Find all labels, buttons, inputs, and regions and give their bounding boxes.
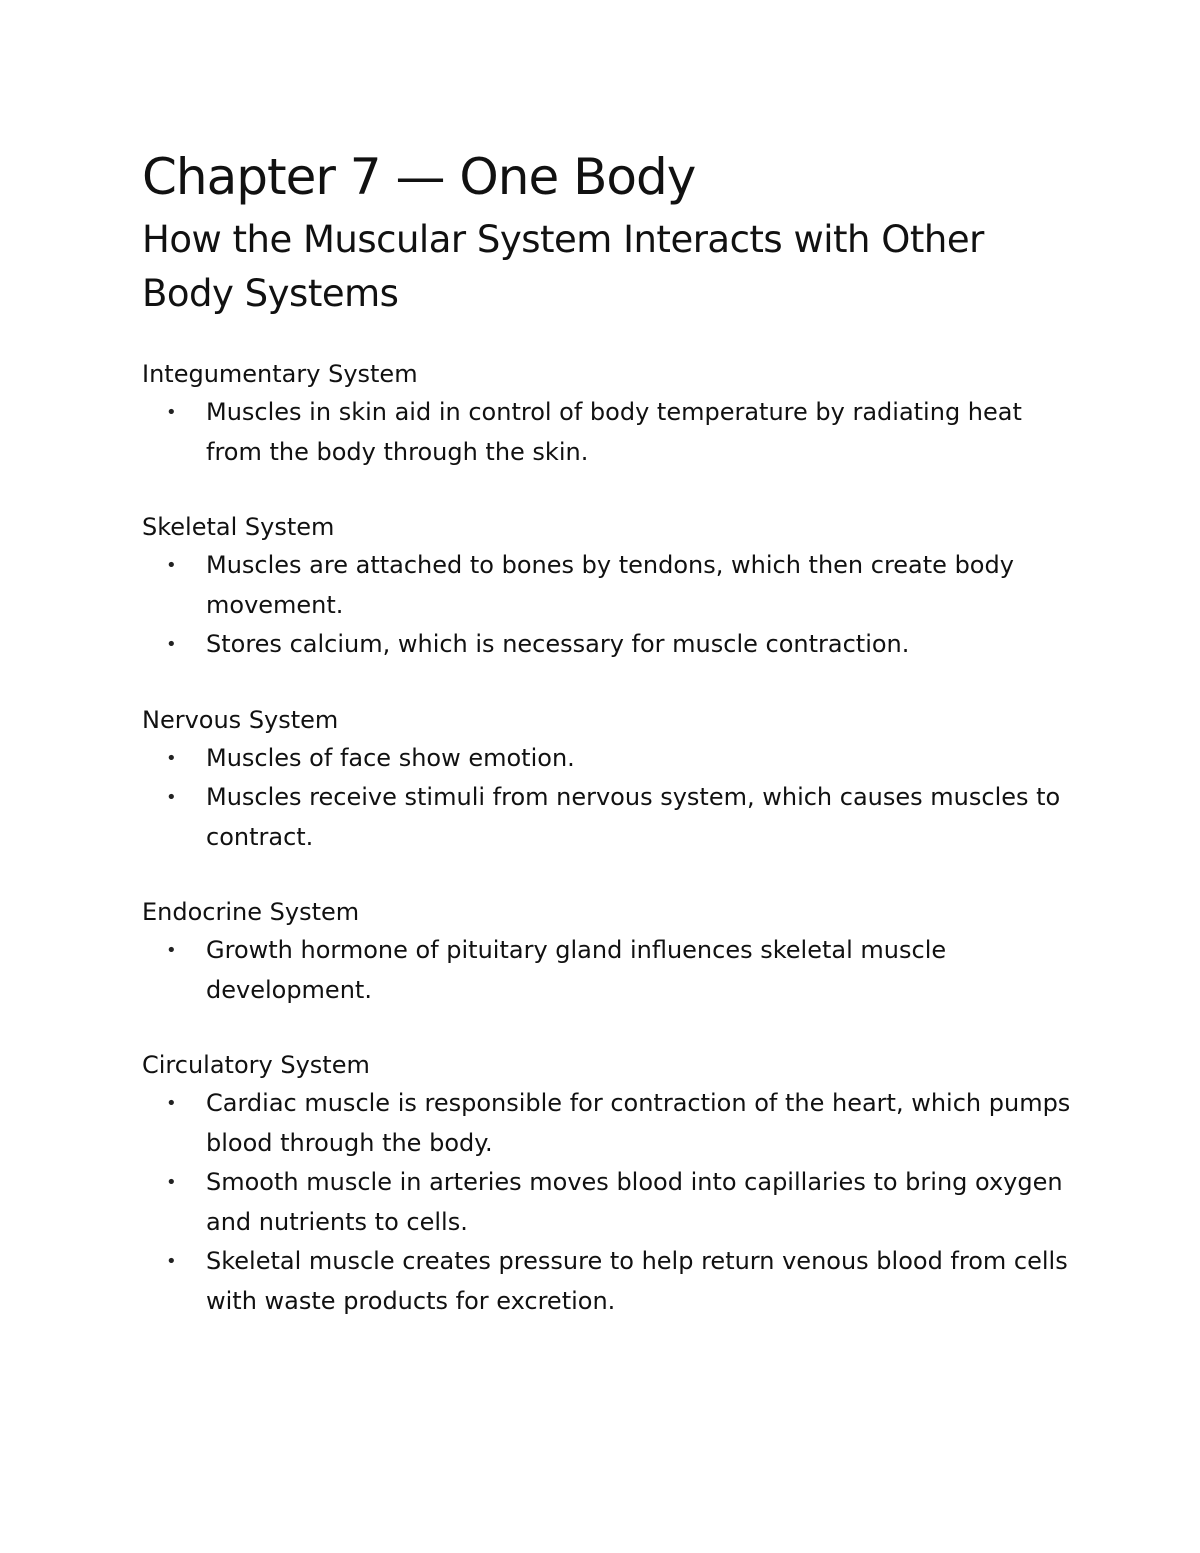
section-heading: Integumentary System: [142, 360, 418, 388]
bullet-dot-icon: •: [166, 787, 177, 808]
bullet-text: Skeletal muscle creates pressure to help return venous blood from cells with waste products for excretion.: [206, 1247, 1068, 1315]
section-nervous: [142, 701, 1072, 858]
bullet-text: Stores calcium, which is necessary for muscle contraction.: [206, 630, 910, 658]
bullet-list: [142, 546, 1072, 665]
bullet-dot-icon: •: [166, 1172, 177, 1193]
section-integumentary: [142, 355, 1072, 472]
bullet-dot-icon: •: [166, 940, 177, 961]
section-endocrine: [142, 893, 1072, 1010]
sections-list: [142, 355, 1072, 1321]
bullet-item: [142, 393, 1072, 472]
bullet-text: Growth hormone of pituitary gland influences skeletal muscle development.: [206, 936, 947, 1004]
bullet-dot-icon: •: [166, 1251, 177, 1272]
bullet-list: [142, 931, 1072, 1010]
bullet-item: [142, 1163, 1072, 1242]
bullet-dot-icon: •: [166, 634, 177, 655]
bullet-dot-icon: •: [166, 1093, 177, 1114]
section-heading: Endocrine System: [142, 898, 360, 926]
page-subtitle: How the Muscular System Interacts with Other Body Systems: [142, 218, 984, 315]
bullet-dot-icon: •: [166, 402, 177, 423]
section-skeletal: [142, 508, 1072, 665]
bullet-item: [142, 1084, 1072, 1163]
bullet-text: Smooth muscle in arteries moves blood into capillaries to bring oxygen and nutrients to cells.: [206, 1168, 1063, 1236]
bullet-dot-icon: •: [166, 555, 177, 576]
bullet-text: Cardiac muscle is responsible for contraction of the heart, which pumps blood through the body.: [206, 1089, 1071, 1157]
bullet-item: [142, 739, 1072, 779]
bullet-list: [142, 1084, 1072, 1321]
bullet-item: [142, 778, 1072, 857]
document-page: [142, 145, 1072, 1357]
section-heading: Skeletal System: [142, 513, 335, 541]
bullet-text: Muscles are attached to bones by tendons, which then create body movement.: [206, 551, 1014, 619]
bullet-text: Muscles receive stimuli from nervous system, which causes muscles to contract.: [206, 783, 1061, 851]
page-title: Chapter 7 — One Body: [142, 148, 696, 206]
section-heading: Circulatory System: [142, 1051, 370, 1079]
bullet-item: [142, 546, 1072, 625]
bullet-list: [142, 739, 1072, 858]
bullet-item: [142, 625, 1072, 665]
bullet-text: Muscles of face show emotion.: [206, 743, 575, 772]
bullet-dot-icon: •: [166, 747, 177, 769]
section-heading: Nervous System: [142, 705, 339, 734]
bullet-item: [142, 1242, 1072, 1321]
bullet-item: [142, 931, 1072, 1010]
bullet-list: [142, 393, 1072, 472]
section-circulatory: [142, 1046, 1072, 1321]
bullet-text: Muscles in skin aid in control of body temperature by radiating heat from the body through the skin.: [206, 398, 1022, 466]
